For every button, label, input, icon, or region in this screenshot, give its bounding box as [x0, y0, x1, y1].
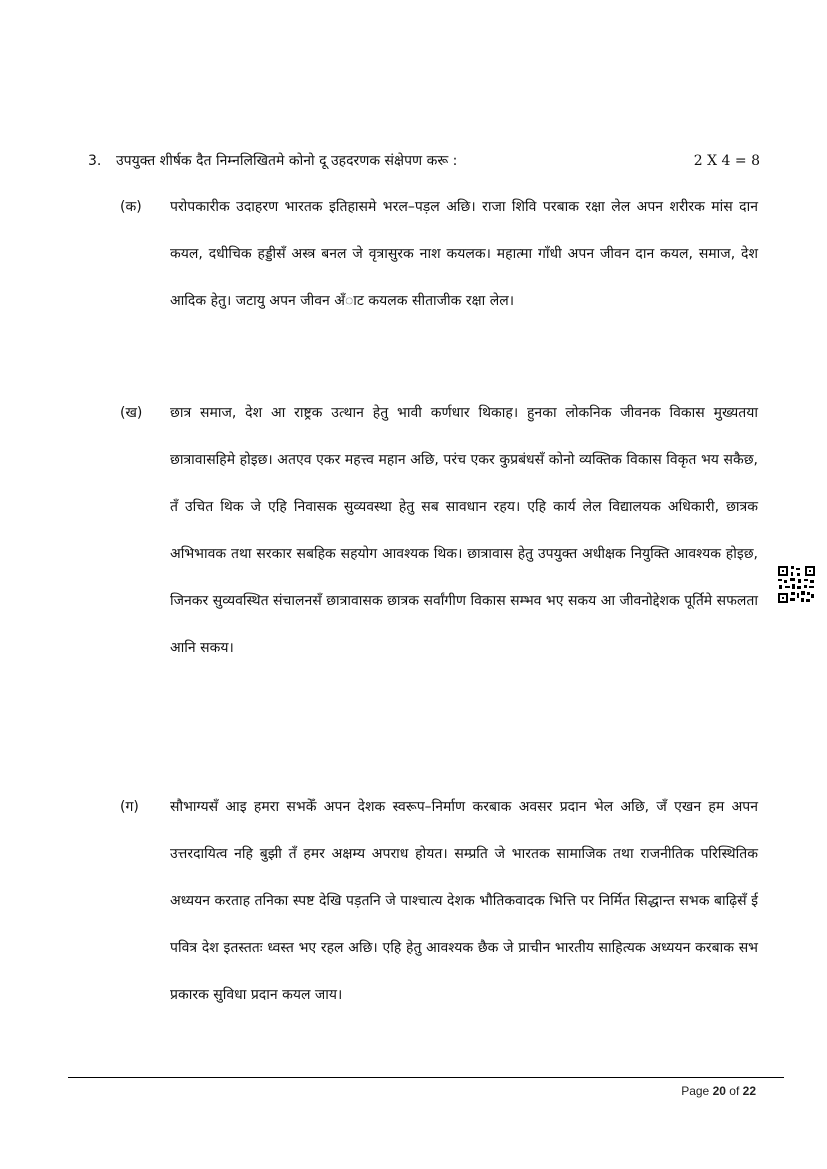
- passage-label: (क): [120, 199, 142, 215]
- current-page: 20: [712, 1084, 726, 1098]
- passage-text: सौभाग्यसँ आइ हमरा सभकेँ अपन देशक स्वरूप–निर्माण करबाक अवसर प्रदान भेल अछि, जँ एखन हम अपन उत्तरदायित्व नहि बुझी तँ हमर अक्षम्य अपराध होयत। सम्प्रति जे भारतक सामाजिक तथा राजनीतिक परिस्थितिक अध्ययन करताह तनिका स्पष्ट देखि पड़तनि जे पाश्चात्य देशक भौतिकवादक भित्ति पर निर्मित सिद्धान्त सभक बाढ़िसँ ई पवित्र देश इतस्ततः ध्वस्त भए रहल अछि। एहि हेतु आवश्यक छैक जे प्राचीन भारतीय साहित्यक अध्ययन करबाक सभ प्रकारक सुविधा प्रदान कयल जाय।: [170, 799, 758, 1003]
- passage-text: परोपकारीक उदाहरण भारतक इतिहासमे भरल–पड़ल अछि। राजा शिवि परबाक रक्षा लेल अपन शरीरक मांस दान कयल, दधीचिक हड्डीसँ अस्त्र बनल जे वृत्रासुरक नाश कयलक। महात्मा गाँधी अपन जीवन दान कयल, समाज, देश आदिक हेतु। जटायु अपन जीवन अँाट कयलक सीताजीक रक्षा लेल।: [170, 199, 758, 309]
- total-pages: 22: [742, 1084, 756, 1098]
- question-row: [88, 150, 760, 172]
- footer-divider: [68, 1077, 784, 1078]
- question-prompt: उपयुक्त शीर्षक दैत निम्नलिखितमे कोनो दू उहदरणक संक्षेपण करू :: [116, 153, 458, 169]
- of-word: of: [729, 1084, 740, 1098]
- question-number: 3.: [88, 153, 102, 169]
- page-number: [681, 1084, 756, 1098]
- passage-text: छात्र समाज, देश आ राष्ट्रक उत्थान हेतु भावी कर्णधार थिकाह। हुनका लोकनिक जीवनक विकास मुख्यतया छात्रावासहिमे होइछ। अतएव एकर महत्त्व महान अछि, परंच एकर कुप्रबंधसँ कोनो व्यक्तिक विकास विकृत भय सकैछ, तँ उचित थिक जे एहि निवासक सुव्यवस्था हेतु सब सावधान रहय। एहि कार्य लेल विद्यालयक अधिकारी, छात्रक अभिभावक तथा सरकार सबहिक सहयोग आवश्यक थिक। छात्रावास हेतु उपयुक्त अधीक्षक नियुक्ति आवश्यक होइछ, जिनकर सुव्यवस्थित संचालनसँ छात्रावासक छात्रक सर्वांगीण विकास सम्भव भए सकय आ जीवनोद्देशक पूर्तिमे सफलता आनि सकय।: [170, 405, 758, 656]
- page-word: Page: [681, 1084, 710, 1098]
- qr-code-icon: [777, 565, 816, 604]
- passage-ga: [120, 796, 760, 1066]
- passage-kha: [120, 402, 760, 762]
- passage-label: (ख): [120, 405, 143, 421]
- passage-label: (ग): [120, 799, 139, 815]
- question-marks: 2 X 4 = 8: [693, 153, 760, 169]
- passage-ka: [120, 196, 760, 366]
